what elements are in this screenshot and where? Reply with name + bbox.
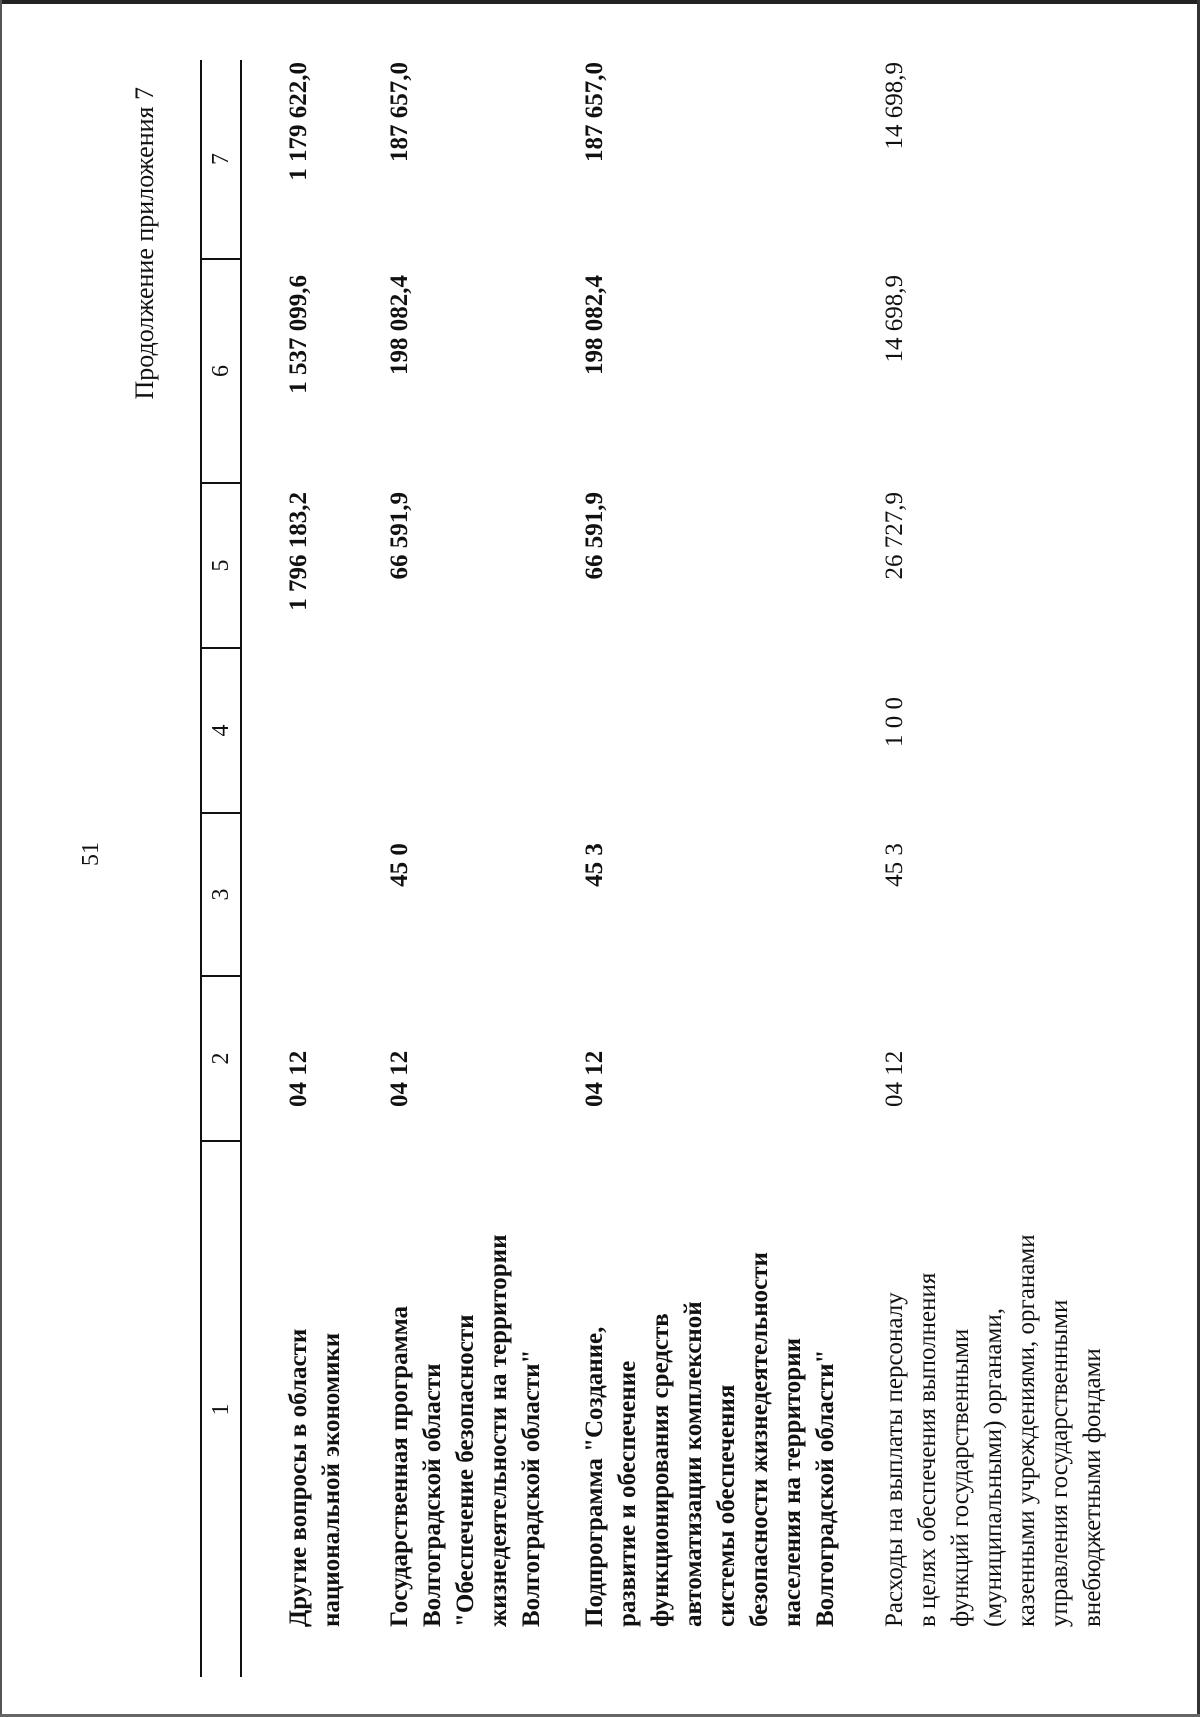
table-header-bottom-border <box>240 60 242 1677</box>
column-header-6: 6 <box>208 365 234 377</box>
row-name: Другие вопросы в области национальной экономики <box>285 1328 345 1627</box>
cell-amount-col5: 1 796 183,2 <box>285 492 312 611</box>
cell-amount-col5: 26 727,9 <box>881 492 908 580</box>
table-header-top-border <box>200 60 202 1677</box>
cell-target-code: 45 0 <box>386 843 413 887</box>
cell-target-code: 45 3 <box>581 843 608 887</box>
cell-amount-col7: 187 657,0 <box>581 62 608 162</box>
column-header-5: 5 <box>208 559 234 572</box>
cell-section-code: 04 12 <box>581 1050 608 1107</box>
column-header-2: 2 <box>208 1052 234 1065</box>
cell-amount-col7: 14 698,9 <box>881 62 908 150</box>
cell-amount-col7: 187 657,0 <box>386 62 413 162</box>
cell-amount-col5: 66 591,9 <box>581 492 608 580</box>
cell-target-code: 45 3 <box>881 843 908 887</box>
cell-section-code: 04 12 <box>285 1050 312 1107</box>
column-header-4: 4 <box>208 724 234 737</box>
row-name: Расходы на выплаты персоналу в целях обеспечения выполнения функций государственными (муниципальными) органами, казенными учреждениями, органами управления государственными внебюджетными фондами <box>881 1234 1106 1627</box>
cell-amount-col5: 66 591,9 <box>386 492 413 580</box>
continuation-label: Продолжение приложения 7 <box>130 87 159 400</box>
row-name: Подпрограмма "Создание, развитие и обеспечение функционирования средств автоматизации комплексной системы обеспечения безопасности жизнедеятельности населения на территории Волгоградской области" <box>581 1252 839 1627</box>
cell-expense-type: 1 0 0 <box>881 697 908 747</box>
cell-amount-col6: 14 698,9 <box>881 275 908 363</box>
column-header-7: 7 <box>208 153 234 165</box>
column-header-1: 1 <box>208 1403 234 1416</box>
cell-section-code: 04 12 <box>881 1050 908 1107</box>
cell-amount-col6: 198 082,4 <box>581 275 608 375</box>
cell-amount-col6: 198 082,4 <box>386 275 413 375</box>
cell-amount-col6: 1 537 099,6 <box>285 275 312 394</box>
column-header-3: 3 <box>208 888 234 901</box>
page-number: 51 <box>78 842 104 866</box>
cell-section-code: 04 12 <box>386 1050 413 1107</box>
row-name: Государственная программа Волгоградской области "Обеспечение безопасности жизнедеятельности на территории Волгоградской области" <box>386 1234 545 1627</box>
cell-amount-col7: 1 179 622,0 <box>285 62 312 181</box>
